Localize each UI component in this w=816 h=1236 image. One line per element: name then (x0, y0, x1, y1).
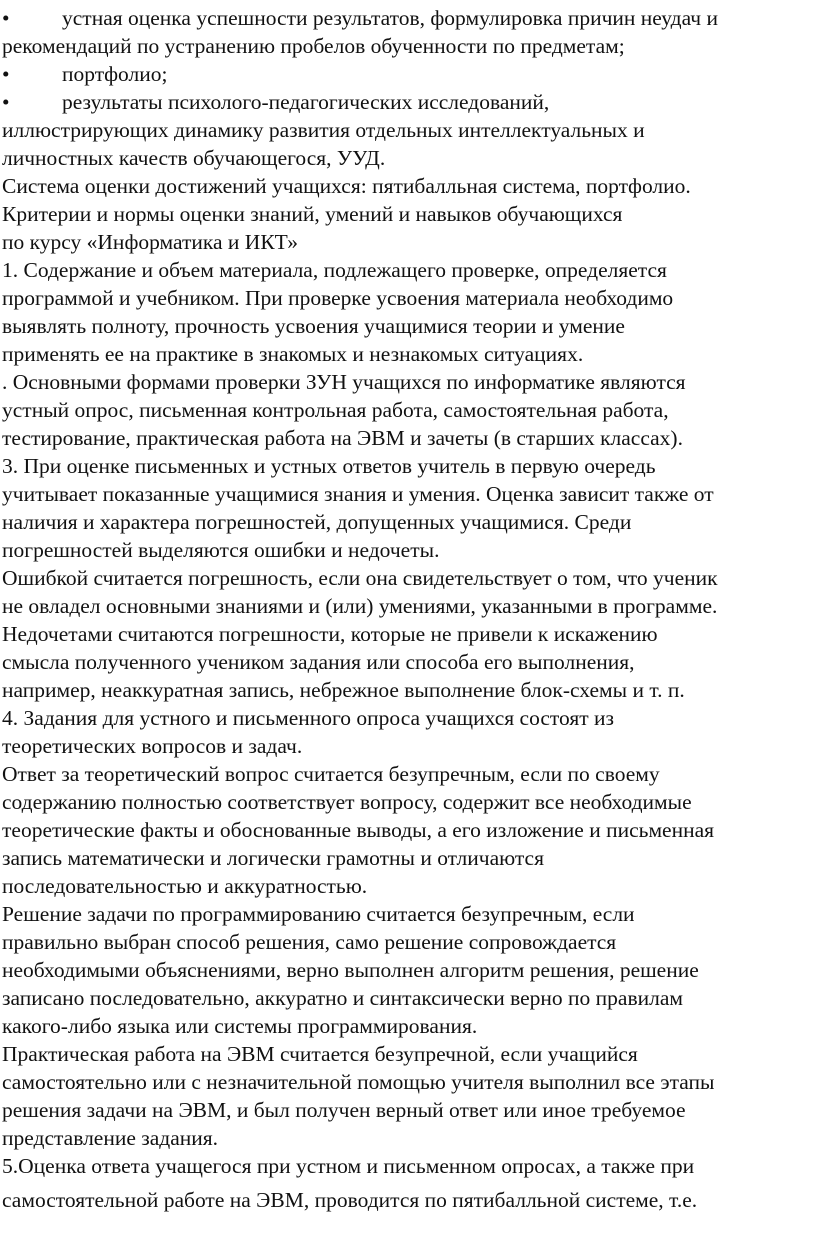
text-line: теоретические факты и обоснованные выводы, а его изложение и письменная (2, 818, 715, 842)
text-line: применять ее на практике в знакомых и незнакомых ситуациях. (2, 342, 584, 366)
text-line: правильно выбран способ решения, само решение сопровождается (2, 930, 617, 954)
text-line: 1. Содержание и объем материала, подлежащего проверке, определяется (2, 258, 667, 282)
text-line: необходимыми объяснениями, верно выполнен алгоритм решения, решение (2, 958, 699, 982)
text-line: решения задачи на ЭВМ, и был получен верный ответ или иное требуемое (2, 1098, 686, 1122)
text-line: Решение задачи по программированию считается безупречным, если (2, 902, 635, 926)
text-line: не овладел основными знаниями и (или) умениями, указанными в программе. (2, 594, 718, 618)
bullet-text: результаты психолого-педагогических исследований, (62, 90, 550, 114)
text-line: личностных качеств обучающегося, УУД. (2, 146, 386, 170)
text-line: Система оценки достижений учащихся: пятибалльная система, портфолио. (2, 174, 691, 198)
text-line: иллюстрирующих динамику развития отдельных интеллектуальных и (2, 118, 645, 142)
text-line: тестирование, практическая работа на ЭВМ и зачеты (в старших классах). (2, 426, 683, 450)
text-line: наличия и характера погрешностей, допущенных учащимися. Среди (2, 510, 632, 534)
text-line: Ответ за теоретический вопрос считается безупречным, если по своему (2, 762, 660, 786)
text-line: какого-либо языка или системы программирования. (2, 1014, 478, 1038)
text-line: погрешностей выделяются ошибки и недочеты. (2, 538, 440, 562)
text-line: запись математически и логически грамотны и отличаются (2, 846, 544, 870)
text-line: Практическая работа на ЭВМ считается безупречной, если учащийся (2, 1042, 638, 1066)
bullet-icon: • (2, 90, 10, 114)
text-line: учитывает показанные учащимися знания и умения. Оценка зависит также от (2, 482, 714, 506)
document-page (0, 4, 816, 1214)
text-line: 4. Задания для устного и письменного опроса учащихся состоят из (2, 706, 615, 730)
bullet-text: устная оценка успешности результатов, формулировка причин неудач и (62, 6, 719, 30)
text-line: теоретических вопросов и задач. (2, 734, 303, 758)
text-line: записано последовательно, аккуратно и синтаксически верно по правилам (2, 986, 683, 1010)
text-line: Недочетами считаются погрешности, которые не привели к искажению (2, 622, 658, 646)
bullet-icon: • (2, 62, 10, 86)
text-line: устный опрос, письменная контрольная работа, самостоятельная работа, (2, 398, 669, 422)
text-line: самостоятельно или с незначительной помощью учителя выполнил все этапы (2, 1070, 715, 1094)
bullet-text: портфолио; (62, 62, 168, 86)
text-line: по курсу «Информатика и ИКТ» (2, 230, 299, 254)
text-line: например, неаккуратная запись, небрежное выполнение блок-схемы и т. п. (2, 678, 685, 702)
text-line: самостоятельной работе на ЭВМ, проводится по пятибалльной системе, т.е. (2, 1188, 698, 1212)
text-line: Критерии и нормы оценки знаний, умений и навыков обучающихся (2, 202, 623, 226)
text-line: смысла полученного учеником задания или способа его выполнения, (2, 650, 635, 674)
text-line: выявлять полноту, прочность усвоения учащимися теории и умение (2, 314, 625, 338)
bullet-item (0, 60, 816, 88)
text-line: последовательностью и аккуратностью. (2, 874, 368, 898)
bullet-icon: • (2, 6, 10, 30)
text-line: 3. При оценке письменных и устных ответов учитель в первую очередь (2, 454, 656, 478)
text-line: Ошибкой считается погрешность, если она свидетельствует о том, что ученик (2, 566, 718, 590)
text-line: . Основными формами проверки ЗУН учащихся по информатике являются (2, 370, 686, 394)
text-line: представление задания. (2, 1126, 219, 1150)
text-line: 5.Оценка ответа учащегося при устном и письменном опросах, а также при (2, 1154, 695, 1178)
text-line: рекомендаций по устранению пробелов обученности по предметам; (2, 34, 625, 58)
text-line: программой и учебником. При проверке усвоения материала необходимо (2, 286, 674, 310)
bullet-item (0, 88, 816, 116)
text-line: содержанию полностью соответствует вопросу, содержит все необходимые (2, 790, 692, 814)
bullet-item (0, 4, 816, 32)
